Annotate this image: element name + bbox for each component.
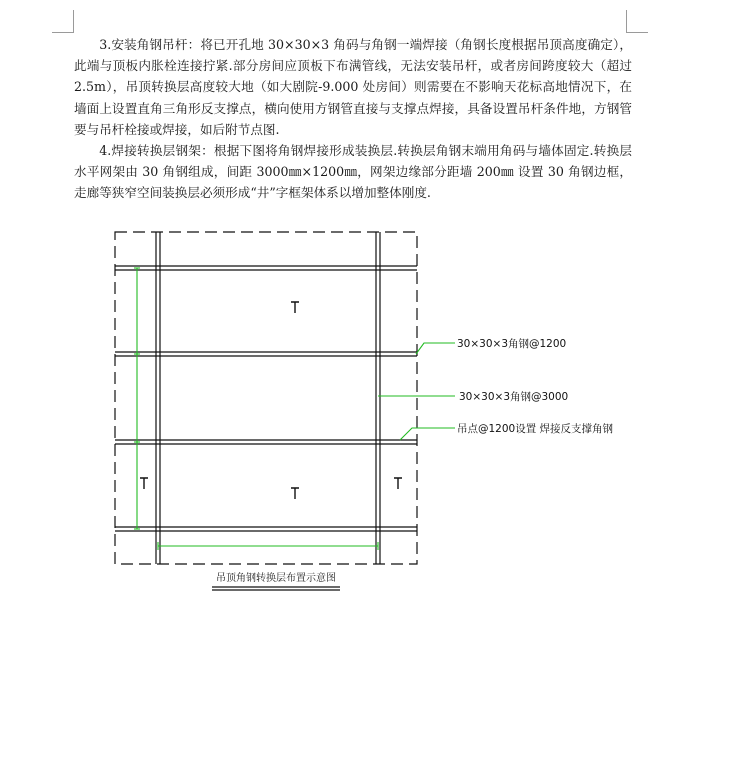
hanger-point-icon [394,478,402,489]
hanger-point-icon [291,302,299,313]
figure-caption: 吊顶角钢转换层布置示意图 [216,573,336,584]
dimension-lines [134,268,378,550]
leader-hanger [400,428,455,440]
label-angle-1200: 30×30×3角钢@1200 [457,338,567,350]
leader-angle-1200 [416,343,455,354]
paragraph-step-4: 4.焊接转换层钢架：根据下图将角钢焊接形成装换层.转换层角钢末端用角码与墙体固定.转换层水平网架由 30 角钢组成，间距 3000㎜×1200㎜，网架边缘部分距墙 200㎜ 设置 30 角钢边框，走廊等狭窄空间装换层必须形成“井”字框架体系以增加整体刚度. [74,143,632,201]
hanger-point-icon [291,488,299,499]
label-angle-3000: 30×30×3角钢@3000 [459,391,569,403]
hanger-point-icon [140,478,148,489]
hanger-points [140,302,402,499]
paragraph-step-3: 3.安装角钢吊杆：将已开孔地 30×30×3 角码与角钢一端焊接（角钢长度根据吊顶高度确定），此端与顶板内胀栓连接拧紧.部分房间应顶板下布满管线，无法安装吊杆，或者房间跨度较大（超过 2.5m），吊顶转换层高度较大地（如大剧院-9.000 处房间）则需要在不影响天花标高地情况下，在墙面上设置直角三角形反支撑点，横向使用方钢管直接与支撑点焊接，具备设置吊杆条件地，方钢管要与吊杆栓接或焊接，如后附节点图. [74,37,632,137]
label-hanger-point: 吊点@1200设置 焊接反支撑角钢 [457,423,614,435]
vertical-members [156,232,380,564]
